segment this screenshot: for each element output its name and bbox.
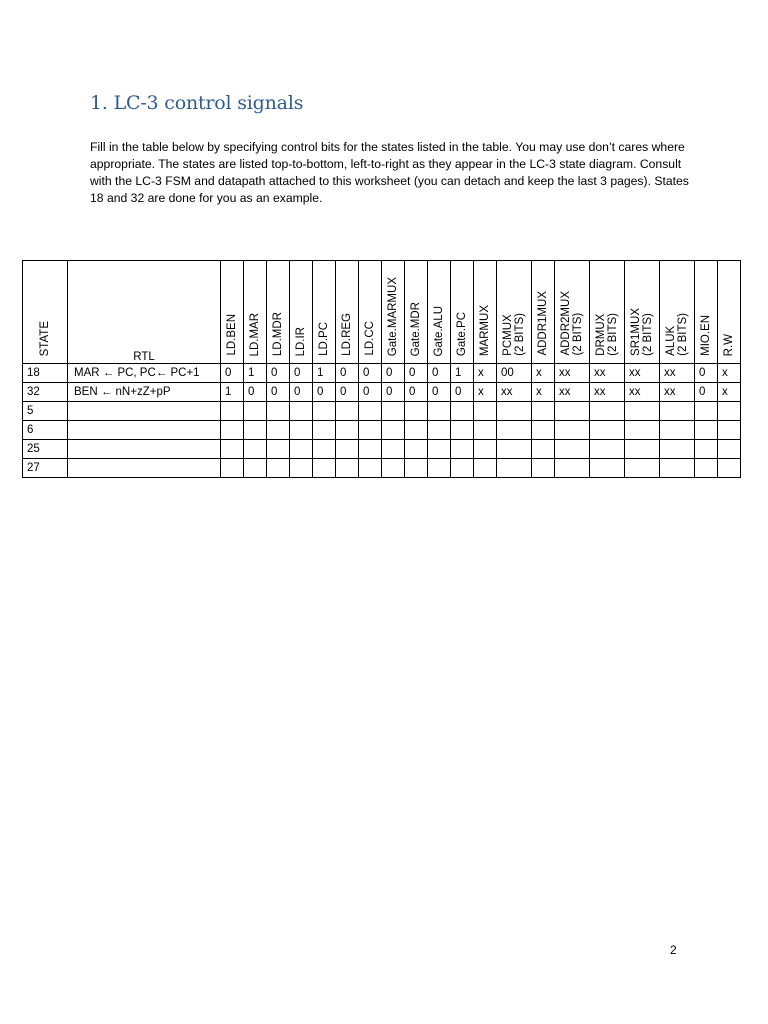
signal-cell[interactable]: 0 bbox=[359, 383, 382, 402]
signal-cell[interactable] bbox=[474, 459, 497, 478]
column-header-gate-marmux: Gate.MARMUX bbox=[382, 261, 405, 364]
column-header-rtl: RTL bbox=[68, 261, 221, 364]
state-cell[interactable]: 32 bbox=[23, 383, 68, 402]
signal-cell[interactable] bbox=[313, 402, 336, 421]
signal-cell[interactable] bbox=[590, 421, 625, 440]
signal-cell[interactable] bbox=[267, 440, 290, 459]
signal-cell[interactable]: 0 bbox=[336, 383, 359, 402]
signal-cell[interactable] bbox=[451, 421, 474, 440]
signal-cell[interactable]: xx bbox=[590, 383, 625, 402]
signal-cell[interactable]: 1 bbox=[221, 383, 244, 402]
signal-cell[interactable] bbox=[221, 440, 244, 459]
signal-cell[interactable]: xx bbox=[625, 383, 660, 402]
signal-cell[interactable]: xx bbox=[660, 364, 695, 383]
signal-cell[interactable]: 0 bbox=[290, 364, 313, 383]
signal-cell[interactable] bbox=[555, 421, 590, 440]
signal-cell[interactable] bbox=[359, 459, 382, 478]
signal-cell[interactable]: xx bbox=[555, 364, 590, 383]
signal-cell[interactable] bbox=[244, 459, 267, 478]
signal-cell[interactable] bbox=[625, 421, 660, 440]
column-header-ld-mdr: LD.MDR bbox=[267, 261, 290, 364]
column-header-state: STATE bbox=[23, 261, 68, 364]
signal-cell[interactable]: xx bbox=[497, 383, 532, 402]
column-header-gate-alu: Gate.ALU bbox=[428, 261, 451, 364]
signal-cell[interactable]: x bbox=[718, 383, 741, 402]
column-header-ld-reg: LD.REG bbox=[336, 261, 359, 364]
signal-cell[interactable]: xx bbox=[590, 364, 625, 383]
signal-cell[interactable] bbox=[405, 459, 428, 478]
state-cell[interactable]: 18 bbox=[23, 364, 68, 383]
signal-cell[interactable] bbox=[718, 402, 741, 421]
signal-cell[interactable] bbox=[267, 402, 290, 421]
table-row bbox=[23, 364, 741, 383]
signal-cell[interactable] bbox=[336, 402, 359, 421]
signal-cell[interactable]: xx bbox=[625, 364, 660, 383]
signal-cell[interactable] bbox=[497, 402, 532, 421]
signal-cell[interactable]: 0 bbox=[244, 383, 267, 402]
signal-cell[interactable] bbox=[405, 440, 428, 459]
signal-cell[interactable] bbox=[474, 440, 497, 459]
rtl-cell[interactable]: BEN ← nN+zZ+pP bbox=[68, 383, 221, 402]
signal-cell[interactable] bbox=[267, 459, 290, 478]
signal-cell[interactable] bbox=[290, 459, 313, 478]
signal-cell[interactable] bbox=[290, 440, 313, 459]
signal-cell[interactable] bbox=[497, 459, 532, 478]
column-header-ld-ir: LD.IR bbox=[290, 261, 313, 364]
rtl-cell[interactable] bbox=[68, 421, 221, 440]
column-header-mio-en: MIO.EN bbox=[695, 261, 718, 364]
column-header-addr2mux: ADDR2MUX (2 BITS) bbox=[555, 261, 590, 364]
signal-cell[interactable] bbox=[590, 459, 625, 478]
signal-cell[interactable] bbox=[695, 440, 718, 459]
signal-cell[interactable] bbox=[336, 421, 359, 440]
table-row bbox=[23, 459, 741, 478]
signal-cell[interactable]: x bbox=[532, 364, 555, 383]
signal-cell[interactable]: 1 bbox=[451, 364, 474, 383]
signal-cell[interactable] bbox=[474, 421, 497, 440]
signal-cell[interactable]: x bbox=[718, 364, 741, 383]
signal-cell[interactable] bbox=[660, 421, 695, 440]
signal-cell[interactable] bbox=[625, 402, 660, 421]
signal-cell[interactable] bbox=[474, 402, 497, 421]
signal-cell[interactable] bbox=[497, 421, 532, 440]
signal-cell[interactable]: 0 bbox=[267, 364, 290, 383]
column-header-ld-mar: LD.MAR bbox=[244, 261, 267, 364]
signal-cell[interactable] bbox=[590, 402, 625, 421]
signal-cell[interactable]: 0 bbox=[382, 383, 405, 402]
signal-cell[interactable] bbox=[290, 402, 313, 421]
signal-cell[interactable] bbox=[590, 440, 625, 459]
signal-cell[interactable] bbox=[625, 459, 660, 478]
signal-cell[interactable]: 0 bbox=[359, 364, 382, 383]
header-row bbox=[23, 261, 741, 364]
signal-cell[interactable] bbox=[221, 459, 244, 478]
column-header-addr1mux: ADDR1MUX bbox=[532, 261, 555, 364]
signal-cell[interactable]: 0 bbox=[428, 383, 451, 402]
signal-cell[interactable] bbox=[221, 421, 244, 440]
column-header-gate-pc: Gate.PC bbox=[451, 261, 474, 364]
signal-cell[interactable]: 0 bbox=[267, 383, 290, 402]
state-cell[interactable]: 25 bbox=[23, 440, 68, 459]
signal-cell[interactable] bbox=[382, 421, 405, 440]
section-heading: 1. LC-3 control signals bbox=[90, 92, 304, 114]
signal-cell[interactable] bbox=[532, 421, 555, 440]
rtl-cell[interactable] bbox=[68, 440, 221, 459]
signal-cell[interactable] bbox=[336, 440, 359, 459]
column-header-sr1mux: SR1MUX (2 BITS) bbox=[625, 261, 660, 364]
column-header-marmux: MARMUX bbox=[474, 261, 497, 364]
signal-cell[interactable]: xx bbox=[660, 383, 695, 402]
signal-cell[interactable] bbox=[451, 440, 474, 459]
signal-cell[interactable] bbox=[313, 459, 336, 478]
page-number: 2 bbox=[670, 943, 677, 957]
signal-cell[interactable] bbox=[221, 402, 244, 421]
signal-cell[interactable] bbox=[532, 440, 555, 459]
signal-cell[interactable] bbox=[428, 402, 451, 421]
signal-cell[interactable] bbox=[244, 421, 267, 440]
signal-cell[interactable] bbox=[718, 440, 741, 459]
column-header-r-w: R.W bbox=[718, 261, 741, 364]
signal-cell[interactable] bbox=[660, 402, 695, 421]
rtl-cell[interactable] bbox=[68, 459, 221, 478]
signal-cell[interactable] bbox=[359, 440, 382, 459]
instructions-paragraph: Fill in the table below by specifying control bits for the states listed in the table. You may use don’t cares where appropriate. The states are listed top-to-bottom, left-to-right as they appear in the LC-3 state diagram. Consult with the LC-3 FSM and datapath attached to this worksheet (you can detach and keep the last 3 pages). States 18 and 32 are done for you as an example. bbox=[90, 140, 689, 205]
signal-cell[interactable] bbox=[382, 402, 405, 421]
table-row bbox=[23, 440, 741, 459]
signal-cell[interactable]: x bbox=[532, 383, 555, 402]
signal-cell[interactable] bbox=[290, 421, 313, 440]
table-body bbox=[23, 364, 741, 478]
signal-cell[interactable] bbox=[382, 459, 405, 478]
signal-cell[interactable] bbox=[660, 440, 695, 459]
table-row bbox=[23, 402, 741, 421]
signal-cell[interactable]: x bbox=[474, 383, 497, 402]
signal-cell[interactable] bbox=[555, 440, 590, 459]
signal-cell[interactable] bbox=[695, 402, 718, 421]
signal-cell[interactable]: 0 bbox=[382, 364, 405, 383]
state-cell[interactable]: 27 bbox=[23, 459, 68, 478]
signal-cell[interactable] bbox=[336, 459, 359, 478]
column-header-ld-cc: LD.CC bbox=[359, 261, 382, 364]
signal-cell[interactable] bbox=[313, 421, 336, 440]
signal-cell[interactable] bbox=[451, 459, 474, 478]
column-header-aluk: ALUK (2 BITS) bbox=[660, 261, 695, 364]
signal-cell[interactable] bbox=[428, 421, 451, 440]
signal-cell[interactable] bbox=[405, 421, 428, 440]
rtl-cell[interactable]: MAR ← PC, PC← PC+1 bbox=[68, 364, 221, 383]
control-signals-table bbox=[22, 260, 741, 478]
column-header-pcmux: PCMUX (2 BITS) bbox=[497, 261, 532, 364]
signal-cell[interactable] bbox=[451, 402, 474, 421]
signal-cell[interactable]: 0 bbox=[428, 364, 451, 383]
signal-cell[interactable]: 0 bbox=[405, 383, 428, 402]
signal-cell[interactable]: 1 bbox=[244, 364, 267, 383]
signal-cell[interactable] bbox=[718, 459, 741, 478]
signal-cell[interactable]: 0 bbox=[451, 383, 474, 402]
signal-cell[interactable]: xx bbox=[555, 383, 590, 402]
signal-cell[interactable]: 1 bbox=[313, 364, 336, 383]
signal-cell[interactable] bbox=[497, 440, 532, 459]
signal-cell[interactable] bbox=[382, 440, 405, 459]
signal-cell[interactable] bbox=[660, 459, 695, 478]
signal-cell[interactable] bbox=[313, 440, 336, 459]
signal-cell[interactable]: 0 bbox=[695, 383, 718, 402]
rtl-cell[interactable] bbox=[68, 402, 221, 421]
column-header-ld-ben: LD.BEN bbox=[221, 261, 244, 364]
signal-cell[interactable] bbox=[695, 459, 718, 478]
signal-cell[interactable] bbox=[428, 459, 451, 478]
table-row bbox=[23, 421, 741, 440]
signal-cell[interactable]: 0 bbox=[405, 364, 428, 383]
table-row bbox=[23, 383, 741, 402]
signal-cell[interactable] bbox=[625, 440, 660, 459]
signal-cell[interactable]: 0 bbox=[313, 383, 336, 402]
signal-cell[interactable] bbox=[532, 459, 555, 478]
state-cell[interactable]: 6 bbox=[23, 421, 68, 440]
signal-cell[interactable] bbox=[405, 402, 428, 421]
signal-cell[interactable]: 00 bbox=[497, 364, 532, 383]
signal-cell[interactable]: 0 bbox=[336, 364, 359, 383]
column-header-ld-pc: LD.PC bbox=[313, 261, 336, 364]
signal-cell[interactable]: x bbox=[474, 364, 497, 383]
state-cell[interactable]: 5 bbox=[23, 402, 68, 421]
signal-cell[interactable] bbox=[359, 402, 382, 421]
column-header-gate-mdr: Gate.MDR bbox=[405, 261, 428, 364]
signal-cell[interactable]: 0 bbox=[221, 364, 244, 383]
signal-cell[interactable] bbox=[555, 402, 590, 421]
signal-cell[interactable]: 0 bbox=[695, 364, 718, 383]
signal-cell[interactable] bbox=[428, 440, 451, 459]
signal-cell[interactable] bbox=[718, 421, 741, 440]
signal-cell[interactable] bbox=[359, 421, 382, 440]
signal-cell[interactable] bbox=[695, 421, 718, 440]
signal-cell[interactable] bbox=[532, 402, 555, 421]
signal-cell[interactable]: 0 bbox=[290, 383, 313, 402]
signal-cell[interactable] bbox=[244, 402, 267, 421]
signal-cell[interactable] bbox=[555, 459, 590, 478]
signal-cell[interactable] bbox=[244, 440, 267, 459]
column-header-drmux: DRMUX (2 BITS) bbox=[590, 261, 625, 364]
signal-cell[interactable] bbox=[267, 421, 290, 440]
